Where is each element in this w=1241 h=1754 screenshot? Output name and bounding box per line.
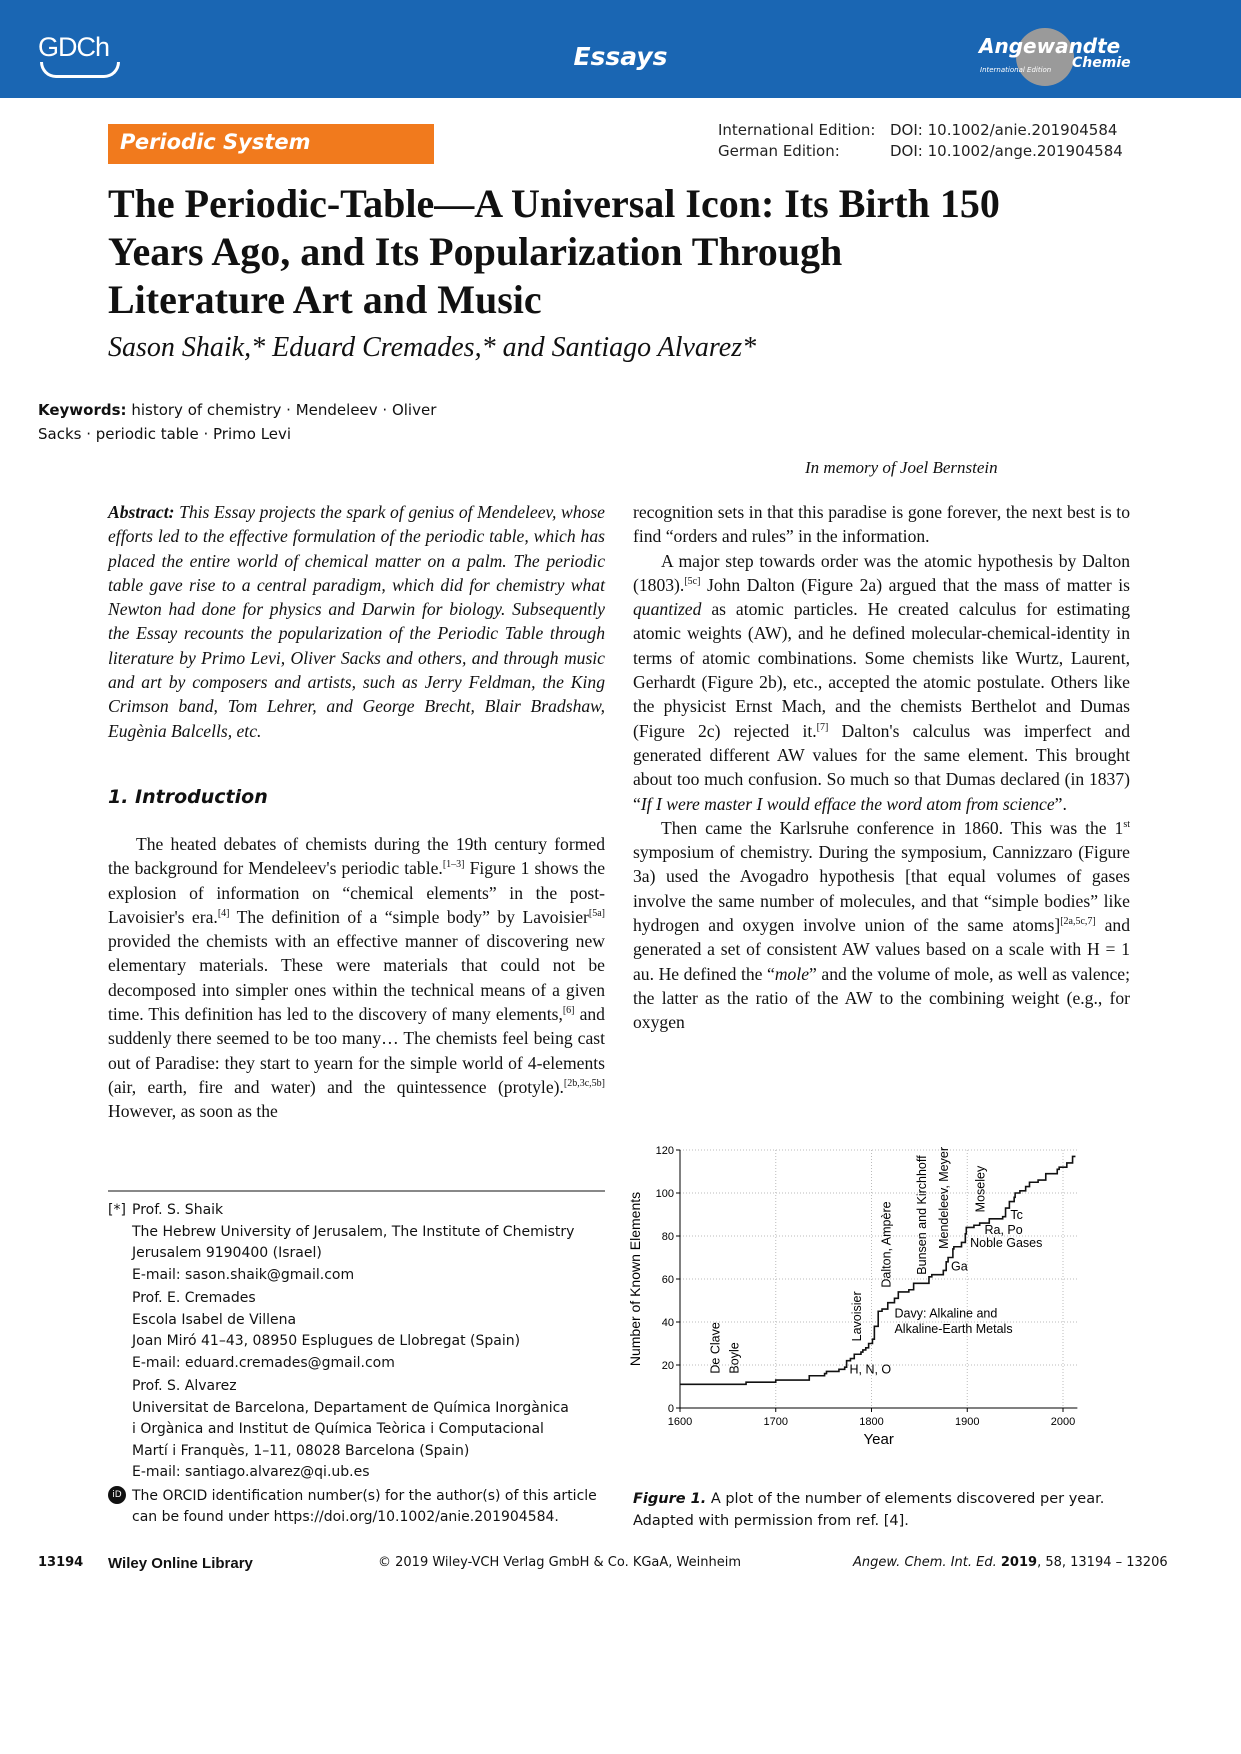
keywords-label: Keywords: [38,401,127,419]
doi-german-label: German Edition: [718,142,840,160]
annotation: Tc [1010,1207,1023,1222]
footnote-mark: [*] [108,1202,126,1218]
doi-intl-link[interactable]: DOI: 10.1002/anie.201904584 [890,121,1118,139]
intro-paragraph: The heated debates of chemists during the 19th century formed the background for Mendeleev's periodic table.[1–3] Figure 1 shows the explosion of information on “chemical elements” in the post-Lavoisier's era.[4] The definition of a “simple body” by Lavoisier[5a] provided the chemists with an effective manner of discovering new elementary materials. These were materials that could not be decomposed into simpler ones within the technical means of a given time. This definition has led to the discovery of many elements,[6] and suddenly there seemed to be too many… The chemists feel being cast out of Paradise: they start to yearn for the simple world of 4-elements (air, earth, fire and water) and the quintessence (protyle).[2b,3c,5b] However, as soon as the [108,834,605,1122]
footnote-line: i Orgànica and Institut de Química Teòrica i Computacional [132,1421,544,1437]
orcid-icon: iD [108,1486,126,1504]
annotation: Boyle [727,1342,742,1374]
caption-label: Figure 1. [633,1491,707,1507]
paragraph-continued: recognition sets in that this paradise is gone forever, the next best is to find “orders and rules” in the information. [633,502,1130,547]
footnote-author [108,1376,608,1484]
paragraph-karlsruhe: Then came the Karlsruhe conference in 1860. This was the 1st symposium of chemistry. During the symposium, Cannizzaro (Figure 3a) used the Avogadro hypothesis [that equal volumes of gases involve the same number of molecules, and that “simple bodies” like hydrogen and oxygen involve union of the same atoms][2a,5c,7] and generated a set of consistent AW values based on a scale with H = 1 au. He defined the “mole” and the volume of mole, as well as valence; the latter as the ratio of the AW to the combining weight (e.g., for oxygen [633,817,1130,1033]
doi-intl-label: International Edition: [718,121,876,139]
x-tick-label: 1900 [955,1416,980,1428]
x-tick-label: 1600 [667,1416,693,1428]
doi-german-link[interactable]: DOI: 10.1002/ange.201904584 [890,142,1123,160]
y-tick-label: 120 [655,1145,674,1157]
figure-caption [633,1488,1113,1532]
abstract-label: Abstract: [108,502,175,522]
annotation: Moseley [973,1165,988,1213]
dedication: In memory of Joel Bernstein [805,458,998,477]
y-tick-label: 100 [655,1188,674,1200]
y-tick-label: 40 [661,1317,674,1329]
annotation: Lavoisier [849,1291,864,1342]
x-tick-label: 1700 [763,1416,788,1428]
footnote-line: Jerusalem 9190400 (Israel) [132,1245,322,1261]
footnote-line: Universitat de Barcelona, Departament de Química Inorgànica [132,1399,569,1416]
footnote-author [108,1288,608,1374]
footnote-line: Prof. S. Alvarez [132,1378,237,1394]
annotation: H, N, O [849,1362,892,1377]
footnote-line[interactable]: E-mail: sason.shaik@gmail.com [132,1266,355,1283]
section-heading: 1. Introduction [108,786,268,808]
x-tick-label: 2000 [1050,1416,1076,1428]
annotation: Noble Gases [970,1235,1043,1250]
abstract-text: This Essay projects the spark of genius of Mendeleev, whose efforts led to the effective formulation of the periodic table, which has placed the entire world of chemical matter on a palm. The periodic table gave rise to a central paradigm, which did for chemistry what Newton had done for physics and Darwin for biology. Subsequently the Essay recounts the popularization of the Periodic Table through literature by Primo Levi, Oliver Sacks and others, and through music and art by composers and artists, such as Jerry Feldman, the King Crimson band, Tom Lehrer, and George Brecht, Blair Bradshaw, Eugènia Balcells, etc. [108,502,605,741]
article-title: The Periodic-Table—A Universal Icon: Its Birth 150 Years Ago, and Its Popularization Through Literature Art and Music [108,181,1000,322]
footnote-line: Prof. E. Cremades [132,1290,256,1306]
footnote-author [108,1200,608,1286]
annotation: Davy: Alkaline and [894,1306,998,1321]
keywords-text: history of chemistry · Mendeleev · Oliver Sacks · periodic table · Primo Levi [38,401,437,443]
journal-logo-edition: International Edition [980,66,1052,74]
footnote-line: Martí i Franquès, 1–11, 08028 Barcelona (Spain) [132,1442,470,1459]
author-list: Sason Shaik,* Eduard Cremades,* and Santiago Alvarez* [108,332,757,363]
annotation: De Clave [708,1322,723,1374]
paragraph-dalton: A major step towards order was the atomic hypothesis by Dalton (1803).[5c] John Dalton (Figure 2a) argued that the mass of matter is quantized as atomic particles. He created calculus for estimating atomic weights (AW), and he defined molecular-chemical-identity in terms of atomic combinations. Some chemists like Wurtz, Laurent, Gerhardt (Figure 2b), etc., accepted the atomic postulate. Others like the physicist Ernst Mach, and the chemists Berthelot and Dumas (Figure 2c) rejected it.[7] Dalton's calculus was imperfect and generated different AW values for the same element. This brought about too much confusion. So much so that Dumas declared (in 1837) “If I were master I would efface the word atom from science”. [633,550,1130,814]
orcid-note: iD The ORCID identification number(s) for the author(s) of this article can be found under https://doi.org/10.1002/anie.201904584. [108,1486,608,1529]
footnote-line: Joan Miró 41–43, 08950 Esplugues de Llobregat (Spain) [132,1333,521,1349]
citation: Angew. Chem. Int. Ed. 2019, 58, 13194 – 13206 [853,1555,1168,1570]
annotation: Mendeleev, Meyer [937,1146,952,1249]
category-tag: Periodic System [108,124,434,164]
intro-column [108,832,605,1124]
right-column [633,500,1130,1035]
y-tick-label: 60 [661,1274,674,1286]
footnote-line[interactable]: E-mail: eduard.cremades@gmail.com [132,1354,395,1371]
annotation: Ra, Po [984,1222,1023,1237]
footnote-line[interactable]: E-mail: santiago.alvarez@qi.ub.es [132,1464,370,1480]
journal-logo-sub: Chemie [1072,55,1131,71]
annotation: Bunsen and Kirchhoff [915,1155,930,1275]
copyright: © 2019 Wiley-VCH Verlag GmbH & Co. KGaA, Weinheim [378,1555,742,1570]
abstract [108,500,605,743]
journal-banner [0,0,1241,98]
doi-block [718,120,1123,162]
wiley-library-link[interactable]: Wiley Online Library [108,1555,253,1572]
keywords [38,398,438,446]
y-axis-label: Number of Known Elements [627,1191,643,1367]
footnote-divider [108,1190,605,1192]
x-axis-label: Year [863,1431,894,1448]
journal-logo-main: Angewandte [979,34,1121,58]
x-tick-label: 1800 [859,1416,884,1428]
author-footnotes [108,1200,608,1531]
page-number: 13194 [38,1555,84,1570]
footnote-line: The Hebrew University of Jerusalem, The Institute of Chemistry [132,1223,575,1240]
caption-text: A plot of the number of elements discovered per year. Adapted with permission from ref. [4]. [633,1491,1105,1529]
annotation: Dalton, Ampère [879,1201,894,1288]
elements-chart [620,1140,1140,1490]
footnote-line: Prof. S. Shaik [132,1202,224,1218]
y-tick-label: 80 [661,1231,674,1243]
annotation: Ga [950,1259,968,1274]
annotation: Alkaline-Earth Metals [894,1321,1013,1336]
gdch-logo: GDCh [38,32,110,62]
section-label: Essays [573,42,668,71]
y-tick-label: 0 [667,1403,674,1415]
footnote-line: Escola Isabel de Villena [132,1311,297,1328]
y-tick-label: 20 [661,1360,674,1372]
